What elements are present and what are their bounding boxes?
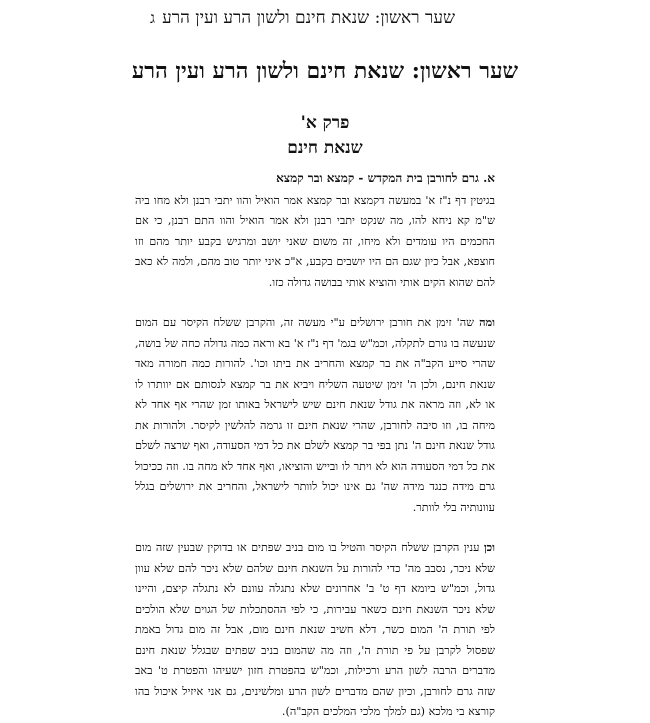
section-heading: א. גרם לחורבן בית המקדש - קמצא ובר קמצא	[276, 171, 495, 185]
paragraph-2-lead: ומה	[479, 315, 495, 329]
running-head-title: שער ראשון: שנאת חינם ולשון הרע ועין הרע	[162, 8, 455, 28]
gate-title: שער ראשון: שנאת חינם ולשון הרע ועין הרע	[131, 58, 519, 84]
paragraph-3	[135, 537, 495, 723]
chapter-label: פרק א'	[300, 113, 350, 133]
paragraph-1	[135, 191, 495, 294]
body-text	[135, 168, 495, 723]
page-number: ג	[150, 8, 155, 27]
paragraph-2-text: שה' זימן את חורבן ירושלים ע"י מעשה זה, והקרבן ששלח הקיסר עם המום שנעשה בו גורם לתקלה, וכמ"ש בגמ' דף נ"ז א' בא וראה כמה גדולה כחה של בושה, שהרי סייע הקב"ה את בר קמצא והחריב את ביתו וכו'. להורות כמה חמורה מאד שנאת חינם, ולכן ה' זימן שיטעה השליח ויביא את בר קמצא לנסותם אם יוותרו לו או לא, וזה מראה את גודל שנאת חינם שיש לישראל באותו זמן שהרי אף אחד לא מיחה בו, וזו סיבה לחורבן, שהרי שנאת חינם זו גרמה להלשין לקיסר. ולהורות את גודל שנאת חינם ה' נתן בפי בר קמצא לשלם את כל דמי הסעודה, ואף שרצה לשלם את כל דמי הסעודה הוא לא ויתר לו ובייש והוציאו, ואף אחד לא מחה בו. וזה ככיכול גרם מידה כנגד מידה שה' גם אינו יכול לוותר לישראל, והחריב את ירושלים בגלל עוונותיה בלי לוותר.	[135, 316, 495, 514]
running-head	[150, 8, 455, 28]
paragraph-1-text: בגיטין דף נ"ז א' במעשה דקמצא ובר קמצא אמר הואיל והוו יתבי רבנן ולא מחו ביה ש"מ קא ניחא להו, מה שנקט יתבי רבנן ולא אמר הואיל והוו התם רבנן, כי אם החכמים היו עומדים ולא מיחו, זה משום שאני יושב ומרגיש בקבע יותר מהם וזו חוצפא, אבל כיון שגם הם היו יושבים בקבע, א"כ איני יותר טוב מהם, ולמה לא כאב להם שהוא הקים אותי והוציא אותי בבושה גדולה כזו.	[135, 193, 495, 289]
chapter-subtitle: שנאת חינם	[287, 138, 363, 158]
paragraph-2	[135, 312, 495, 518]
paragraph-3-lead: וכן	[483, 540, 495, 554]
paragraph-3-text: ענין הקרבן ששלח הקיסר והטיל בו מום בניב שפתים או בדוקין שבעין שזה מום שלא ניכר, נסבב מה' כדי להורות על השנאת חינם שלהם שלא ניכר להם שלא עוון גדול, וכמ"ש ביומא דף ט' ב' אחרונים שלא נתגלה עוונם לא נתגלה קיצם, והיינו שלא ניכר השנאת חינם כשאר עבירות, כי לפי ההסתכלות של הגוים שלא הולכים לפי תורת ה' המום כשר, דלא חשיב שנאת חינם מום, אבל זה מום גדול באמת שפסול לקרבן על פי תורת ה', וזה מה שהמום בניב שפתים שבגלל שנאת חינם מדברים הרבה לשון הרע ורכילות, וכמ"ש בהפטרת חזון ישעיהו והפטרת ט' באב שזה גרם לחורבן, וכיון שהם מדברים לשון הרע ומלשינים, גם אני איזיל איכול בהו קורצא בי מלכא (גם למלך מלכי המלכים הקב"ה).	[135, 541, 495, 718]
